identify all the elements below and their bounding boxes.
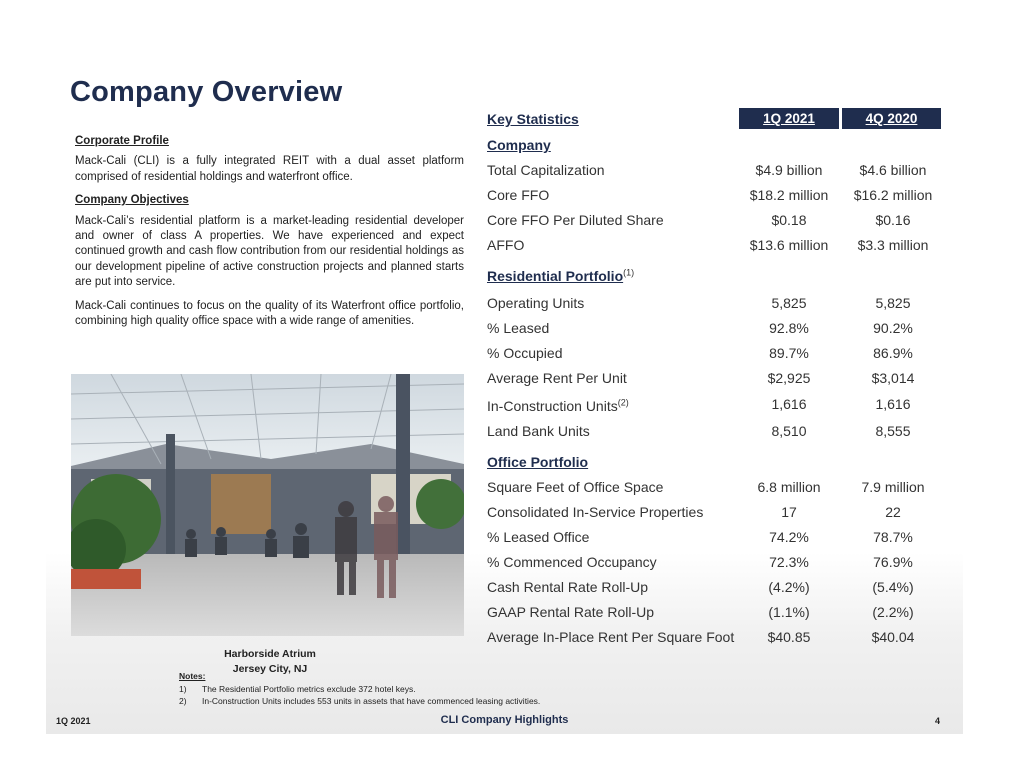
note-number: 1) [179, 683, 187, 694]
value-1q2021: (4.2%) [768, 579, 810, 595]
row-label: Total Capitalization [487, 162, 605, 178]
table-row [487, 318, 942, 340]
row-label: Core FFO Per Diluted Share [487, 212, 664, 228]
value-4q2020: $3.3 million [857, 237, 929, 253]
table-row [487, 502, 942, 524]
row-label: % Occupied [487, 345, 563, 361]
value-1q2021: 72.3% [769, 554, 809, 570]
residential-section-heading: Residential Portfolio [487, 268, 624, 284]
value-1q2021: $40.85 [767, 629, 811, 645]
company-section-heading-row [487, 135, 942, 157]
table-row [487, 552, 942, 574]
corporate-profile-text: Mack-Cali (CLI) is a fully integrated REIT with a dual asset platform comprised of residential holdings and waterfront office. [75, 155, 464, 183]
value-1q2021: $18.2 million [749, 187, 829, 203]
value-1q2021: 1,616 [771, 396, 807, 412]
note-item [179, 683, 540, 696]
page-number: 4 [935, 716, 941, 726]
notes-heading: Notes: [179, 671, 206, 681]
caption-line2: Jersey City, NJ [232, 663, 308, 675]
left-column [75, 134, 464, 337]
office-section-heading: Office Portfolio [487, 454, 589, 470]
table-row [487, 602, 942, 624]
company-objectives-para2: Mack-Cali continues to focus on the quality of its Waterfront office portfolio, combining high quality office space with a wide range of amenities. [75, 299, 464, 328]
row-label: AFFO [487, 237, 525, 253]
residential-section-heading-row [487, 266, 942, 288]
stats-header-row [487, 108, 942, 130]
company-objectives-para1: Mack-Cali’s residential platform is a market-leading residential developer and owner of class A properties. We have experienced and expect continued growth and cash flow contribution from our residential holdings as our development pipeline of active construction projects and planned starts are put into service. [75, 214, 464, 289]
row-label: Land Bank Units [487, 423, 590, 439]
table-row [487, 343, 942, 365]
company-objectives-heading: Company Objectives [75, 194, 189, 207]
caption-line1: Harborside Atrium [224, 648, 316, 660]
value-4q2020: 76.9% [873, 554, 913, 570]
footer-title: CLI Company Highlights [440, 714, 569, 726]
row-label: GAAP Rental Rate Roll-Up [487, 604, 655, 620]
table-row [487, 627, 942, 649]
value-4q2020: (5.4%) [872, 579, 914, 595]
table-row [487, 235, 942, 257]
value-1q2021: 74.2% [769, 529, 809, 545]
table-row [487, 210, 942, 232]
table-row [487, 368, 942, 390]
note-text: In-Construction Units includes 553 units in assets that have commenced leasing activities. [202, 696, 541, 706]
value-1q2021: $13.6 million [749, 237, 829, 253]
value-1q2021: 8,510 [771, 423, 807, 439]
value-4q2020: 5,825 [875, 295, 911, 311]
table-row [487, 577, 942, 599]
row-label: % Commenced Occupancy [487, 554, 657, 570]
row-label: Square Feet of Office Space [487, 479, 664, 495]
row-label: % Leased [487, 320, 550, 336]
row-label: Operating Units [487, 295, 585, 311]
value-4q2020: 1,616 [875, 396, 911, 412]
value-4q2020: 8,555 [875, 423, 911, 439]
row-label: In-Construction Units [487, 398, 618, 414]
table-row [487, 185, 942, 207]
note-text: The Residential Portfolio metrics exclude 372 hotel keys. [202, 683, 416, 694]
row-label: Consolidated In-Service Properties [487, 504, 704, 520]
row-label: % Leased Office [487, 529, 590, 545]
value-4q2020: 22 [885, 504, 901, 520]
office-section-heading-row [487, 452, 942, 474]
value-4q2020: $4.6 billion [859, 162, 927, 178]
page-title: Company Overview [70, 76, 343, 108]
corporate-profile-heading: Corporate Profile [75, 135, 169, 147]
harborside-atrium-photo [71, 374, 464, 636]
footnote-marker: (1) [623, 267, 635, 278]
value-1q2021: 6.8 million [757, 479, 821, 495]
value-4q2020: $0.16 [875, 212, 911, 228]
footnote-marker: (2) [617, 397, 629, 408]
table-row [487, 421, 942, 443]
footer-period: 1Q 2021 [56, 716, 91, 726]
value-1q2021: $2,925 [767, 370, 811, 386]
table-row [487, 477, 942, 499]
value-4q2020: 86.9% [873, 345, 913, 361]
value-4q2020: $40.04 [871, 629, 915, 645]
table-row [487, 293, 942, 315]
value-4q2020: (2.2%) [872, 604, 914, 620]
value-4q2020: 78.7% [873, 529, 913, 545]
note-item [179, 695, 540, 708]
row-label: Core FFO [487, 187, 550, 203]
value-4q2020: $3,014 [871, 370, 915, 386]
key-statistics-heading: Key Statistics [487, 111, 579, 127]
table-row [487, 160, 942, 182]
value-1q2021: $0.18 [771, 212, 807, 228]
row-label: Average In-Place Rent Per Square Foot [487, 629, 735, 645]
value-1q2021: 92.8% [769, 320, 809, 336]
table-row [487, 394, 942, 416]
row-label: Average Rent Per Unit [487, 370, 627, 386]
table-row [487, 527, 942, 549]
column-header-4q2020: 4Q 2020 [842, 108, 941, 129]
note-number: 2) [179, 696, 187, 706]
value-1q2021: (1.1%) [768, 604, 810, 620]
notes [179, 670, 540, 708]
company-section-heading: Company [487, 137, 551, 153]
value-1q2021: 5,825 [771, 295, 807, 311]
row-label: Cash Rental Rate Roll-Up [487, 579, 649, 595]
column-header-1q2021: 1Q 2021 [739, 108, 839, 129]
value-1q2021: 17 [781, 504, 797, 520]
value-4q2020: 90.2% [873, 320, 913, 336]
value-1q2021: $4.9 billion [755, 162, 823, 178]
value-4q2020: 7.9 million [861, 479, 925, 495]
value-1q2021: 89.7% [769, 345, 809, 361]
value-4q2020: $16.2 million [853, 187, 933, 203]
